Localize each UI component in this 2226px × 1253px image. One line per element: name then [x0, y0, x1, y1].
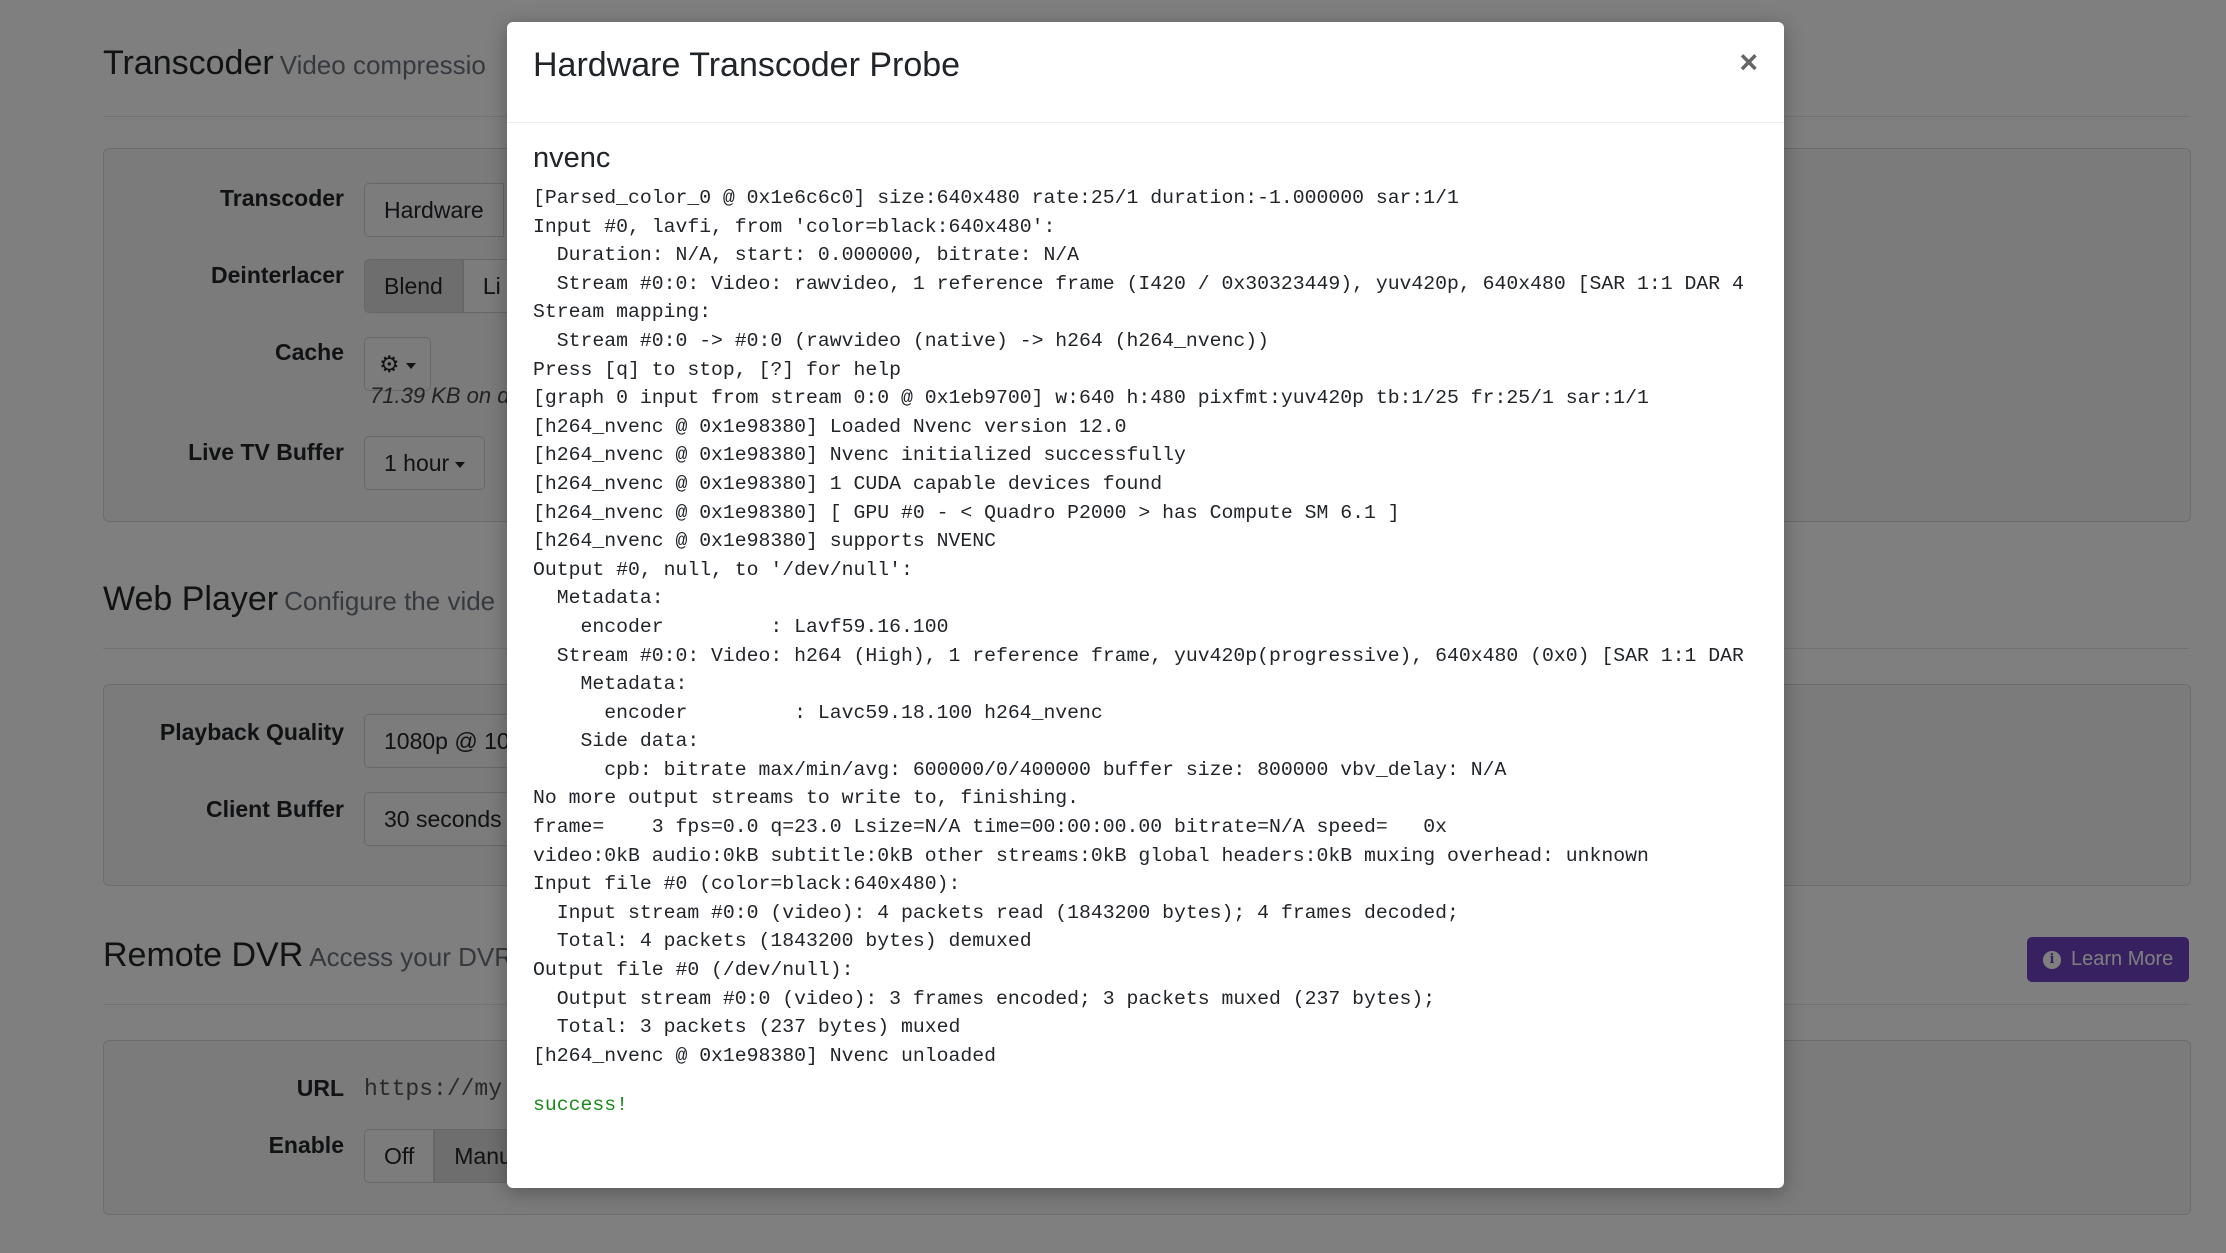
probe-status-text: success! — [533, 1094, 628, 1117]
log-line: [h264_nvenc @ 0x1e98380] Nvenc initialized successfully — [533, 444, 1186, 467]
log-line: Total: 3 packets (237 bytes) muxed — [533, 1016, 961, 1039]
close-icon[interactable]: × — [1739, 44, 1758, 80]
log-line: Output stream #0:0 (video): 3 frames encoded; 3 packets muxed (237 bytes); — [533, 987, 1436, 1010]
modal-title: Hardware Transcoder Probe — [533, 46, 961, 84]
log-line: Side data: — [533, 730, 700, 753]
modal-header — [507, 22, 1784, 123]
log-line: Input #0, lavfi, from 'color=black:640x480': — [533, 215, 1056, 238]
log-line: [h264_nvenc @ 0x1e98380] Loaded Nvenc version 12.0 — [533, 415, 1127, 438]
log-line: Stream #0:0: Video: h264 (High), 1 reference frame, yuv420p(progressive), 640x480 (0x0) [SAR 1:1 DAR — [533, 644, 1744, 667]
modal-body — [533, 142, 1758, 1172]
log-line: Stream #0:0: Video: rawvideo, 1 reference frame (I420 / 0x30323449), yuv420p, 640x480 [SAR 1:1 DAR 4 — [533, 272, 1744, 295]
log-line: [h264_nvenc @ 0x1e98380] supports NVENC — [533, 530, 996, 553]
log-line: Total: 4 packets (1843200 bytes) demuxed — [533, 930, 1032, 953]
log-line: Press [q] to stop, [?] for help — [533, 358, 901, 381]
probe-log-output — [533, 184, 1758, 1070]
log-line: Duration: N/A, start: 0.000000, bitrate: N/A — [533, 244, 1080, 267]
log-line: Stream #0:0 -> #0:0 (rawvideo (native) -> h264 (h264_nvenc)) — [533, 329, 1269, 352]
log-line: encoder : Lavf59.16.100 — [533, 615, 949, 638]
log-line: Input stream #0:0 (video): 4 packets read (1843200 bytes); 4 frames decoded; — [533, 901, 1459, 924]
log-line: Metadata: — [533, 587, 664, 610]
log-line: [h264_nvenc @ 0x1e98380] [ GPU #0 - < Quadro P2000 > has Compute SM 6.1 ] — [533, 501, 1400, 524]
log-line: Stream mapping: — [533, 301, 712, 324]
log-line: Input file #0 (color=black:640x480): — [533, 873, 961, 896]
log-line: Output #0, null, to '/dev/null': — [533, 558, 913, 581]
log-line: [Parsed_color_0 @ 0x1e6c6c0] size:640x480 rate:25/1 duration:-1.000000 sar:1/1 — [533, 187, 1459, 209]
transcoder-probe-modal — [507, 22, 1784, 1188]
log-line: cpb: bitrate max/min/avg: 600000/0/400000 buffer size: 800000 vbv_delay: N/A — [533, 758, 1507, 781]
log-line: video:0kB audio:0kB subtitle:0kB other streams:0kB global headers:0kB muxing overhead: unknown — [533, 844, 1649, 867]
probe-name-heading: nvenc — [533, 142, 611, 174]
log-line: [graph 0 input from stream 0:0 @ 0x1eb9700] w:640 h:480 pixfmt:yuv420p tb:1/25 fr:25/1 sar:1/1 — [533, 387, 1649, 410]
log-line: [h264_nvenc @ 0x1e98380] 1 CUDA capable devices found — [533, 472, 1163, 495]
log-line: Output file #0 (/dev/null): — [533, 959, 854, 982]
log-line: frame= 3 fps=0.0 q=23.0 Lsize=N/A time=00:00:00.00 bitrate=N/A speed= 0x — [533, 816, 1448, 839]
log-line: No more output streams to write to, finishing. — [533, 787, 1080, 810]
log-line: encoder : Lavc59.18.100 h264_nvenc — [533, 701, 1103, 724]
log-line: [h264_nvenc @ 0x1e98380] Nvenc unloaded — [533, 1044, 996, 1067]
log-line: Metadata: — [533, 673, 688, 696]
